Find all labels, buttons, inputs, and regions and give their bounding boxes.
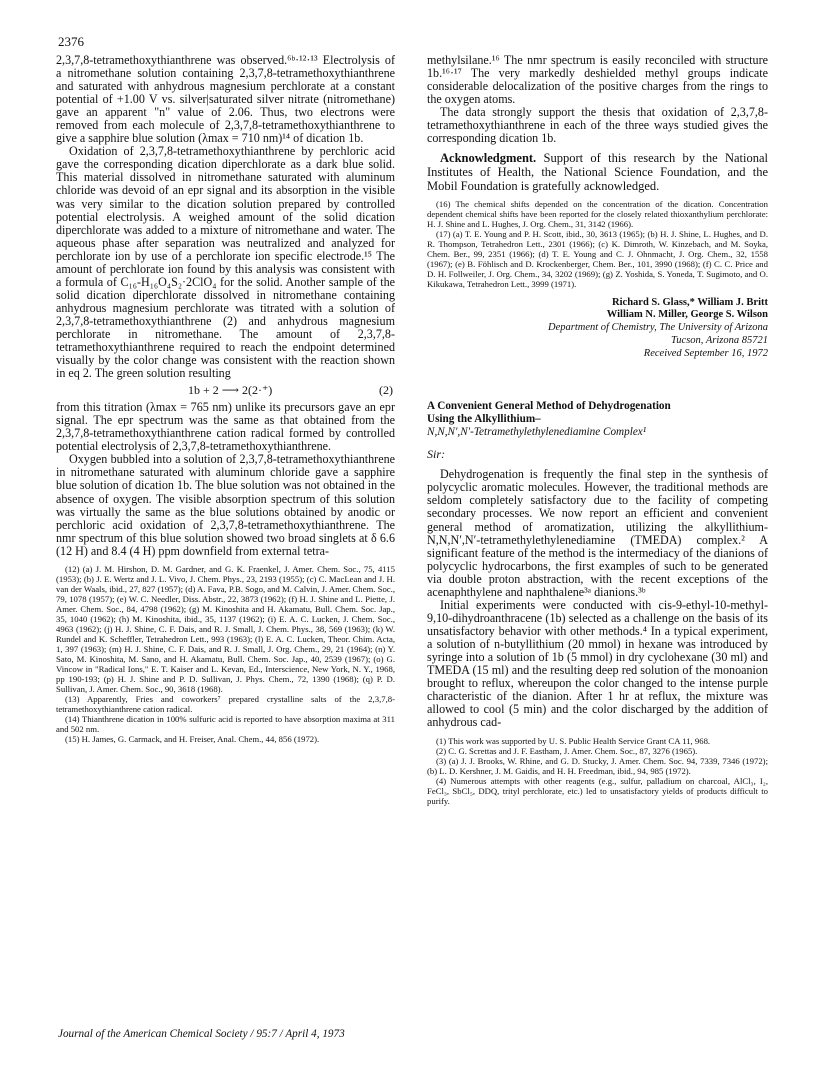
salutation: Sir:	[427, 447, 445, 462]
left-body-continued	[56, 401, 395, 558]
paragraph: Initial experiments were conducted with cis-9-ethyl-10-methyl-9,10-dihydroanthracene (1b) selected as a challenge on the basis of its unsatisfactory behavior with other methods.⁴ In a typical experiment, a solution of n-butyllithium (20 mmol) in hexane was introduced by syringe into a solution of 1b (5 mmol) in dry cyclohexane (30 ml) and TMEDA (15 ml) and the resulting deep red solution of the monoanion brought to reflux, whereupon the color changed to the intense purple characteristic of the dianion. After 1 hr at reflux, the mixture was allowed to cool (5 min) and the color discharged by the addition of anhydrous cad-	[427, 597, 768, 730]
footnote: (1) This work was supported by U. S. Public Health Service Grant CA 11, 968.	[436, 736, 711, 747]
reference-note: (17) (a) T. E. Young and P. H. Scott, ibid., 30, 3613 (1965); (b) H. J. Shine, L. Hughes, and D. R. Thompson, Tetrahedron Lett., 2301 (1966); (c) K. Dimroth, W. Kinzebach, and M. Soyka, Chem. Ber., 99, 2351 (1966); (d) T. E. Young and C. J. Ohnmacht, J. Org. Chem., 32, 1558 (1967); (e) B. Föhlisch and D. Krockenberger, Chem. Ber., 101, 3990 (1968); (f) C. C. Price and D. H. Follweiler, J. Org. Chem., 34, 3202 (1969); (g) Z. Yoshida, S. Yoneda, T. Sugimoto, and O. Kikukawa, Tetrahedron Lett., 3999 (1971).	[427, 229, 768, 290]
acknowledgment-text: Support of this research by the National Institutes of Health, the National Science Foundation, and the Mobil Foundation is gratefully acknowledged.	[427, 151, 768, 194]
right-column	[427, 54, 768, 806]
received-date: Received September 16, 1972	[643, 348, 768, 360]
paragraph: Dehydrogenation is frequently the final step in the synthesis of polycyclic aromatic molecules. However, the traditional methods are seldom completely satisfactory due to the facility of competing secondary processes. We now report an efficient and convenient general method of aromatization, utilizing the alkyllithium-N,N,N′,N′-tetramethylethylenediamine (TMEDA) complex.² A significant feature of the method is the intermediacy of the dianions of polycyclic hydrocarbons, the first examples of such to be generated via double proton abstraction, with the recent exceptions of the acenaphthylene and naphthalene³ᵃ dianions.³ᵇ	[427, 467, 768, 599]
paragraph: Oxygen bubbled into a solution of 2,3,7,8-tetramethoxythianthrene in nitromethane saturated with aluminum chloride gave a sapphire blue solution of dication 1b. The blue solution was not obtained in the absence of oxygen. The visible absorption spectrum of this solution was virtually the same as the blue solutions obtained by anodic or perchloric acid oxidation of 2,3,7,8-tetramethoxythianthrene. The nmr spectrum of this blue solution showed two broad singlets at δ 6.6 (12 H) and 8.4 (4 H) ppm downfield from external tetra-	[56, 452, 395, 558]
reference-note: (12) (a) J. M. Hirshon, D. M. Gardner, and G. K. Fraenkel, J. Amer. Chem. Soc., 75, 4115 (1953); (b) J. E. Wertz and J. L. Vivo, J. Chem. Phys., 23, 2193 (1955); (c) C. MacLean and J. H. van der Waals, ibid., 27, 827 (1957); (d) A. Fava, P.B. Sogo, and M. Calvin, J. Amer. Chem. Soc., 79, 1078 (1957); (e) W. C. Needler, Diss. Abstr., 22, 3873 (1962); (f) H. J. Shine and L. Piette, J. Amer. Chem. Soc., 84, 4798 (1962); (g) M. Kinoshita and H. Akamatu, Bull. Chem. Soc. Jap., 35, 1040 (1962); (h) M. Kinoshita, ibid., 35, 1137 (1962); (i) E. A. C. Lucken, J. Chem. Soc., 4963 (1962); (j) H. J. Shine, C. F. Dais, and R. J. Small, J. Chem. Phys., 38, 569 (1963); (k) W. Rundel and K. Scheffler, Tetrahedron Lett., 993 (1963); (l) E. A. C. Lucken, Theor. Chim. Acta, 1, 397 (1963); (m) H. J. Shine, C. F. Dais, and R. J. Small, J. Org. Chem., 29, 21 (1964); (n) Y. Sato, M. Kinoshita, M. Sano, and H. Akamatu, Bull. Chem. Soc. Jap., 40, 2539 (1967); (o) G. Vincow in "Radical Ions," E. T. Kaiser and L. Kevan, Ed., Interscience, New York, N. Y., 1968, pp 190-193; (p) H. J. Shine and P. D. Sullivan, J. Phys. Chem., 72, 1390 (1968); (q) P. D. Sullivan, J. Amer. Chem. Soc., 90, 3618 (1968).	[56, 563, 395, 694]
author-names: William N. Miller, George S. Wilson	[606, 309, 768, 321]
reference-note: (16) The chemical shifts depended on the concentration of the dication. Concentration dependent chemical shifts have been reported for the closely related thioxanthylium perchlorate: H. J. Shine and L. Hughes, J. Org. Chem., 31, 3142 (1966).	[427, 199, 768, 230]
affiliation-city: Tucson, Arizona 85721	[671, 335, 768, 347]
footnote: (4) Numerous attempts with other reagents (e.g., sulfur, palladium on charcoal, AlCl₃, I₂, FeCl₃, SbCl₅, DDQ, trityl perchlorate, etc.) led to unsatisfactory yields of products difficult to purify.	[427, 776, 768, 807]
paragraph: Oxidation of 2,3,7,8-tetramethoxythianthrene by perchloric acid gave the corresponding dication diperchlorate as a dark blue solid. This material dissolved in nitromethane saturated with aluminum chloride was devoid of an epr signal and its absorption in the visible was very similar to the dication solution prepared by controlled potential electrolysis. A weighed amount of the solid dication diperchlorate was added to a mixture of nitromethane and water. The aqueous phase after separation was neutralized and analyzed for perchlorate ion by use of a perchlorate ion specific electrode.¹⁵ The amount of perchlorate ion found by this analysis was consistent with a formula of C₁₆-H₁₆O₄S₂·2ClO₄ for the solid. Another sample of the solid dication diperchlorate dissolved in nitromethane containing anhydrous magnesium perchlorate was titrated with a solution of 2,3,7,8-tetramethoxythianthrene (2) and anhydrous magnesium perchlorate in nitromethane. The amount of 2,3,7,8-tetramethoxythianthrene required to reach the endpoint determined visually by the color change was consistent with the reaction shown in eq 2. The green solution resulting	[56, 144, 395, 381]
equation-expression: 1b + 2 ⟶ 2(2·⁺)	[188, 383, 273, 398]
acknowledgment-label: Acknowledgment.	[440, 151, 537, 166]
reference-note: (13) Apparently, Fries and coworkers⁷ prepared crystalline salts of the 2,3,7,8-tetramethoxythianthrene cation radical.	[56, 693, 395, 714]
author-names: Richard S. Glass,* William J. Britt	[612, 297, 768, 309]
reference-note: (15) H. James, G. Carmack, and H. Freiser, Anal. Chem., 44, 856 (1972).	[65, 733, 320, 744]
footnote: (3) (a) J. J. Brooks, W. Rhine, and G. D. Stucky, J. Amer. Chem. Soc. 94, 7339, 7346 (1972); (b) L. D. Kershner, J. M. Gaidis, and H. H. Freedman, ibid., 94, 985 (1972).	[427, 756, 768, 777]
paragraph: 2,3,7,8-tetramethoxythianthrene was observed.⁶ᵇ·¹²·¹³ Electrolysis of a nitromethane solution containing 2,3,7,8-tetramethoxythianthrene and saturated with anhydrous magnesium perchlorate at a constant potential of +1.00 V vs. silver|saturated silver nitrate (nitromethane) gave an apparent "n" value of 2.06. Thus, two electrons were removed from each molecule of 2,3,7,8-tetramethoxythianthrene to give a sapphire blue solution (λmax = 710 nm)¹⁴ of dication 1b.	[56, 53, 395, 146]
left-column	[56, 54, 395, 744]
paragraph: The data strongly support the thesis that oxidation of 2,3,7,8-tetramethoxythianthrene in each of the three ways studied gives the corresponding dication 1b.	[427, 105, 768, 146]
article-title	[427, 400, 768, 439]
reference-note: (14) Thianthrene dication in 100% sulfuric acid is reported to have absorption maxima at 311 and 502 nm.	[56, 713, 395, 734]
right-references	[427, 199, 768, 289]
equation-number: (2)	[379, 383, 393, 398]
title-line: N,N,N′,N′-Tetramethylethylenediamine Complex¹	[427, 426, 647, 439]
acknowledgment	[427, 151, 768, 193]
equation-2	[56, 383, 395, 398]
right-footnotes	[427, 736, 768, 806]
left-body	[56, 54, 395, 380]
left-references	[56, 564, 395, 744]
footnote: (2) C. G. Screttas and J. F. Eastham, J. Amer. Chem. Soc., 87, 3276 (1965).	[436, 746, 698, 757]
journal-footer: Journal of the American Chemical Society / 95:7 / April 4, 1973	[58, 1028, 345, 1040]
author-signature	[427, 297, 768, 360]
right-body	[427, 54, 768, 145]
page-number: 2376	[58, 34, 84, 49]
title-line: A Convenient General Method of Dehydrogenation	[427, 400, 671, 413]
affiliation: Department of Chemistry, The University of Arizona	[547, 322, 768, 334]
title-line: Using the Alkyllithium–	[427, 413, 541, 426]
right-body-2	[427, 468, 768, 729]
paragraph: from this titration (λmax = 765 nm) unlike its precursors gave an epr signal. The epr spectrum was the same as that obtained from the 2,3,7,8-tetramethoxythianthrene cation radical formed by controlled potential electrolysis of 2,3,7,8-tetramethoxythianthrene.	[56, 400, 395, 454]
paragraph: methylsilane.¹⁶ The nmr spectrum is easily reconciled with structure 1b.¹⁶·¹⁷ The very markedly deshielded methyl groups indicate considerable delocalization of the positive charges from the rings to the oxygen atoms.	[427, 53, 768, 107]
